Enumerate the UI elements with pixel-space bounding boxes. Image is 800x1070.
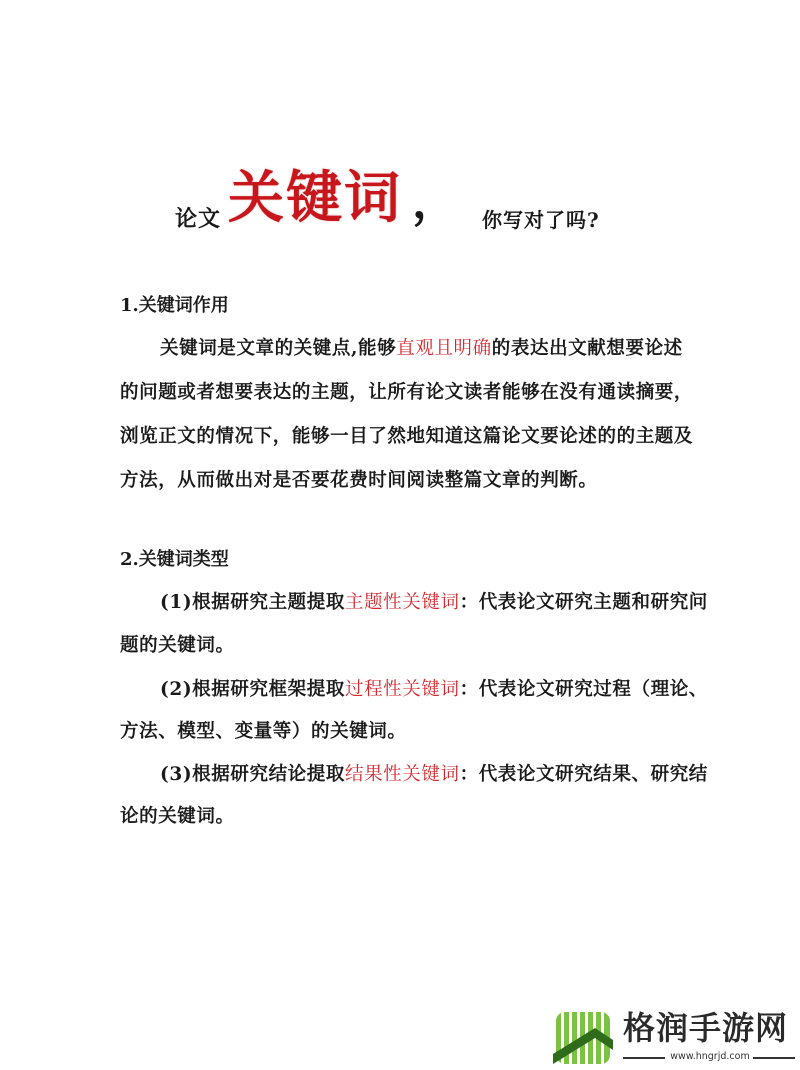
highlight-text: 过程性关键词 xyxy=(344,679,460,700)
list-item-1-continuation: 题的关键词。 xyxy=(120,635,235,656)
highlight-text: 结果性关键词 xyxy=(344,764,460,785)
document-title xyxy=(0,165,800,248)
list-item-1 xyxy=(160,588,708,614)
text-segment: (2)根据研究框架提取 xyxy=(160,679,345,700)
text-segment: ：代表论文研究结果、研究结 xyxy=(459,764,708,785)
house-stripes-logo-icon xyxy=(553,1010,613,1066)
list-item-2 xyxy=(160,675,708,701)
title-tail: 你写对了吗? xyxy=(482,208,600,232)
section-heading-1: 1.关键词作用 xyxy=(120,295,229,316)
text-segment: ：代表论文研究过程（理论、 xyxy=(459,679,708,700)
watermark-url: www.hngrjd.com xyxy=(670,1051,750,1062)
text-segment: (3)根据研究结论提取 xyxy=(160,764,345,785)
paragraph-line: 的问题或者想要表达的主题，让所有论文读者能够在没有通读摘要， xyxy=(120,382,694,403)
section-heading-2: 2.关键词类型 xyxy=(120,549,229,570)
text-segment: ：代表论文研究主题和研究问 xyxy=(459,592,708,613)
text-segment: 的表达出文献想要论述 xyxy=(491,338,683,359)
title-lead: 论文 xyxy=(175,206,222,232)
title-comma: ， xyxy=(412,174,458,228)
highlight-text: 主题性关键词 xyxy=(344,592,460,613)
list-item-3-continuation: 论的关键词。 xyxy=(120,806,235,827)
text-segment: 关键词是文章的关键点,能够 xyxy=(160,338,397,359)
list-item-2-continuation: 方法、模型、变量等）的关键词。 xyxy=(120,721,407,742)
divider xyxy=(753,1057,795,1059)
list-item-3 xyxy=(160,760,708,786)
paragraph-line: 浏览正文的情况下，能够一目了然地知道这篇论文要论述的的主题及 xyxy=(120,426,694,447)
paragraph-line: 方法，从而做出对是否要花费时间阅读整篇文章的判断。 xyxy=(120,470,598,491)
highlight-text: 直观且明确 xyxy=(396,338,492,359)
title-keyword: 关键词 xyxy=(228,165,402,231)
text-segment: (1)根据研究主题提取 xyxy=(160,592,345,613)
divider xyxy=(623,1057,665,1059)
paragraph-line xyxy=(160,334,683,360)
watermark-url-row xyxy=(623,1050,795,1064)
watermark-logo xyxy=(553,1008,793,1064)
watermark-name: 格润手游网 xyxy=(623,1009,789,1047)
